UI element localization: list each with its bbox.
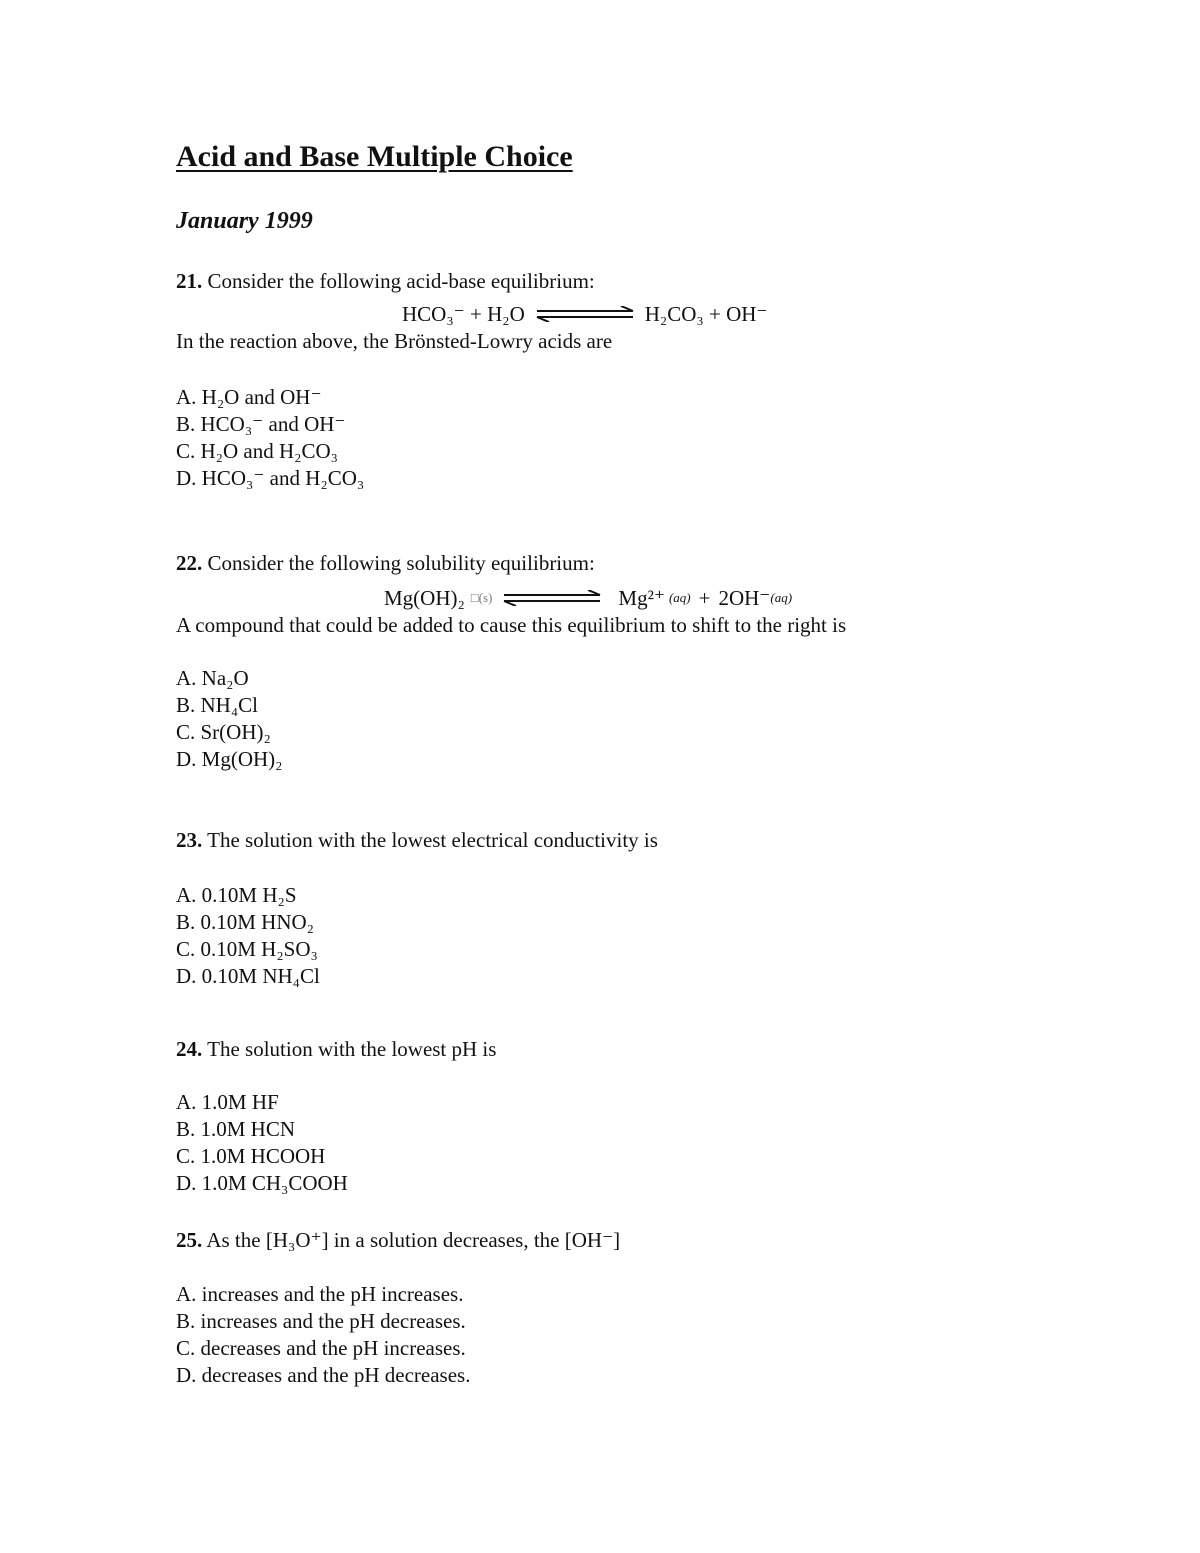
state-label: □(s)	[470, 590, 493, 605]
option-b: B. increases and the pH decreases.	[176, 1309, 466, 1333]
question-number: 24.	[176, 1037, 203, 1061]
equation-ion-2: 2OH⁻	[718, 585, 771, 610]
question-22-equation	[384, 584, 792, 612]
question-25-prompt	[176, 1227, 620, 1254]
option-d: D. 1.0M CH₃COOH	[176, 1171, 348, 1195]
equation-ion-1: Mg²⁺	[618, 585, 665, 610]
option-c: C. decreases and the pH increases.	[176, 1336, 466, 1360]
equilibrium-arrow-icon	[502, 590, 602, 606]
option-a: A. 0.10M H₂S	[176, 883, 297, 907]
option-d: D. decreases and the pH decreases.	[176, 1363, 471, 1387]
question-text: Consider the following solubility equilibrium:	[207, 551, 595, 575]
state-label: (aq)	[668, 590, 691, 605]
section-heading: January 1999	[176, 208, 313, 234]
equation-plus: +	[698, 585, 711, 610]
question-22-followup: A compound that could be added to cause this equilibrium to shift to the right is	[176, 613, 847, 637]
option-c: C. H₂O and H₂CO₃	[176, 439, 338, 463]
option-a: A. Na₂O	[176, 666, 249, 690]
equation-left: Mg(OH)₂	[384, 585, 465, 610]
question-24-prompt	[176, 1036, 496, 1063]
option-b: B. HCO₃⁻ and OH⁻	[176, 412, 346, 436]
option-b: B. 0.10M HNO₂	[176, 910, 314, 934]
question-number: 21.	[176, 269, 203, 293]
question-23-prompt	[176, 827, 658, 854]
question-text: The solution with the lowest electrical conductivity is	[207, 828, 658, 852]
state-label: (aq)	[770, 590, 793, 605]
option-d: D. HCO₃⁻ and H₂CO₃	[176, 466, 365, 490]
option-a: A. H₂O and OH⁻	[176, 385, 322, 409]
question-number: 25.	[176, 1228, 203, 1252]
question-text: As the [H₃O⁺] in a solution decreases, the [OH⁻]	[206, 1228, 621, 1252]
equation-right: H₂CO₃ + OH⁻	[644, 301, 768, 326]
option-c: C. 0.10M H₂SO₃	[176, 937, 318, 961]
option-d: D. 0.10M NH₄Cl	[176, 964, 320, 988]
option-a: A. 1.0M HF	[176, 1090, 279, 1114]
question-21-equation	[402, 300, 768, 328]
option-c: C. Sr(OH)₂	[176, 720, 271, 744]
question-21-followup: In the reaction above, the Brönsted-Lowry acids are	[176, 329, 613, 353]
page-title: Acid and Base Multiple Choice	[176, 140, 573, 173]
question-number: 23.	[176, 828, 203, 852]
question-number: 22.	[176, 551, 203, 575]
question-text: The solution with the lowest pH is	[207, 1037, 497, 1061]
option-c: C. 1.0M HCOOH	[176, 1144, 326, 1168]
option-a: A. increases and the pH increases.	[176, 1282, 464, 1306]
question-text: Consider the following acid-base equilibrium:	[207, 269, 595, 293]
question-21-prompt	[176, 268, 595, 295]
option-d: D. Mg(OH)₂	[176, 747, 283, 771]
option-b: B. NH₄Cl	[176, 693, 259, 717]
option-b: B. 1.0M HCN	[176, 1117, 296, 1141]
equilibrium-arrow-icon	[535, 306, 635, 322]
question-22-prompt	[176, 550, 595, 577]
equation-left: HCO₃⁻ + H₂O	[402, 301, 525, 326]
